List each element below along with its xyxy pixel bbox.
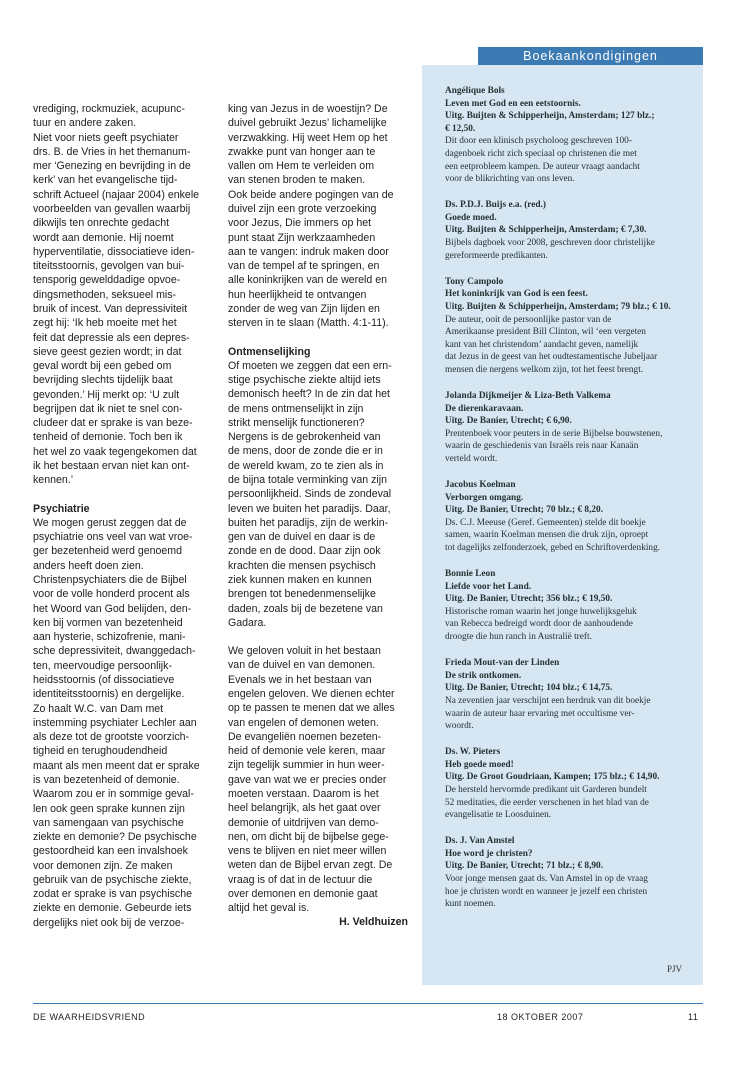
announcement-item [445,568,707,644]
book-title: Leven met God en een eetstoornis. [445,98,581,109]
book-description: De auteur, ooit de persoonlijke pastor van de Amerikaanse president Bill Clinton, wil ‘een vergeten kant van het christendom’ aandacht geven, namelijk dat Jezus in de geest van het oudtestamentische Jubeljaar mensen die nergens welkom zijn, tot het feest brengt. [445,314,658,375]
book-publisher: Uitg. De Banier, Utrecht; € 6,90. [445,416,572,427]
section-heading: Ontmenselijking [228,345,311,358]
book-title: De dierenkaravaan. [445,403,524,414]
book-title: Liefde voor het Land. [445,581,532,592]
book-description: Na zeventien jaar verschijnt een herdruk van dit boekje waarin de auteur haar ervaring met occultisme ver- woordt. [445,695,651,732]
book-publisher: Uitg. Buijten & Schipperheijn, Amsterdam; € 7,30. [445,225,647,236]
announcement-item [445,657,707,733]
book-description: Ds. C.J. Meeuse (Geref. Gemeenten) stelde dit boekje samen, waarin Koelman mensen die druk zijn, oproept tot dagelijks zelfonderzoek, gebed en Schriftoverdenking. [445,517,661,553]
book-publisher: Uitg. De Banier, Utrecht; 356 blz.; € 19,50. [445,594,613,605]
book-description: Historische roman waarin het jonge huwelijksgeluk van Rebecca bedreigd wordt door de aanhoudende droogte die hun ranch in Australië treft. [445,606,637,643]
announcement-item [445,746,707,822]
announcement-item [445,85,707,186]
announcement-item [445,479,707,555]
announcement-list [445,85,707,924]
announcement-item [445,835,707,911]
book-title: Verborgen omgang. [445,492,524,503]
section-heading: Psychiatrie [33,502,90,515]
footer-divider [33,1003,703,1004]
book-author: Bonnie Leon [445,569,496,580]
book-author: Jacobus Koelman [445,480,516,491]
article-column-left [33,102,213,930]
book-description: Voor jonge mensen gaat ds. Van Amstel in op de vraag hoe je christen wordt en wanneer je jezelf een christen kunt noemen. [445,874,648,910]
page-number: 11 [688,1012,699,1022]
paragraph: vrediging, rockmuziek, acupunc- tuur en andere zaken. Niet voor niets geeft psychiater drs. B. de Vries in het themanum- mer ‘Genezing en bevrijding in de kerk’ van het evangelische tijd- schrift Actueel (najaar 2004) enkele voorbeelden van gevallen waarbij dikwijls ten onrechte gedacht wordt aan demonie. Hij noemt hyperventilatie, dissociatieve iden- titeitsstoornis, gevolgen van bui- tensporig gewelddadige opvoe- dingsmethoden, seksueel mis- bruik of incest. Van depressiviteit zegt hij: ‘Ik heb moeite met het feit dat depressie als een depres- sieve geest gezien wordt; in dat geval wordt bij een gebed om bevrijding slechts tijdelijk baat gevonden.’ Hij merkt op: ‘U zult begrijpen dat ik niet te snel con- cludeer dat er sprake is van beze- tenheid of demonie. Toch ben ik het wel zo vaak tegengekomen dat ik het bestaan ervan niet kan ont- kennen.’ [33,103,200,487]
book-description: Prentenboek voor peuters in de serie Bijbelse bouwstenen, waarin de geschiedenis van Israëls reis naar Kanaän verteld wordt. [445,428,663,464]
book-publisher: Uitg. De Banier, Utrecht; 70 blz.; € 8,20. [445,505,604,516]
book-title: De strik ontkomen. [445,670,522,681]
book-publisher: Uitg. Buijten & Schipperheijn, Amsterdam; 79 blz.; € 10. [445,301,671,312]
announcement-item [445,276,707,377]
book-author: Ds. J. Van Amstel [445,836,515,847]
book-title: Hoe word je christen? [445,848,533,859]
book-title: Het koninkrijk van God is een feest. [445,289,588,300]
book-description: De hersteld hervormde predikant uit Garderen bundelt 52 meditaties, die eerder verschenen in het blad van de evangelisatie te Loosduinen. [445,785,649,821]
paragraph: king van Jezus in de woestijn? De duivel gebruikt Jezus’ lichamelijke verzwakking. Hij weet Hem op het zwakke punt van honger aan te vallen om Hem te verleiden om van stenen broden te maken. Ook beide andere pogingen van de duivel zijn een grote verzoeking voor Jezus, Die immers op het punt staat Zijn werkzaamheden aan te vangen: indruk maken door van de tempel af te springen, en alle koninkrijken van de wereld en hun heerlijkheid te ontvangen zonder de weg van Zijn lijden en sterven in te slaan (Matth. 4:1-11). [228,103,394,330]
book-publisher: Uitg. De Groot Goudriaan, Kampen; 175 blz.; € 14,90. [445,772,660,783]
paragraph: Of moeten we zeggen dat een ern- stige psychische ziekte altijd iets demonisch heeft? In de zin dat het de mens ontmenselijkt in zijn strikt menselijk functioneren? Nergens is de gebrokenheid van de mens, door de zonde die er in de wereld kwam, zo te zien als in de bijna totale verminking van zijn persoonlijkheid. Sinds de zondeval leven we buiten het paradijs. Daar, buiten het paradijs, zijn de werkin- gen van de duivel en daar is de zonde en de dood. Daar zijn ook krachten die mensen psychisch ziek kunnen maken en kunnen brengen tot benedenmenselijke daden, zoals bij de bezetene van Gadara. [228,359,392,629]
article-author: H. Veldhuizen [339,916,408,929]
book-author: Ds. W. Pieters [445,747,501,758]
announcement-item [445,390,707,466]
paragraph: We geloven voluit in het bestaan van de duivel en van demonen. Evenals we in het bestaan van engelen geloven. We dienen echter op te passen te menen dat we alles van engelen of demonen weten. De evangeliën noemen bezeten- heid of demonie vele keren, maar zijn tegelijk summier in hun weer- gave van wat we er precies onder moeten verstaan. Daarom is het heel belangrijk, als het gaat over demonie of uitdrijven van demo- nen, om dicht bij de bijbelse gege- vens te blijven en niet meer willen weten dan de Bijbel ervan zegt. De vraag is of dat in de lectuur die over demonen en demonie gaat altijd het geval is. [228,645,395,915]
paragraph: We mogen gerust zeggen dat de psychiatrie ons veel van wat vroe- ger bezetenheid werd genoemd anders heeft doen zien. Christenpsychiaters die de Bijbel voor de volle honderd procent als het Woord van God belijden, den- ken bij vormen van bezetenheid aan hysterie, schizofrenie, mani- sche depressiviteit, dwanggedach- ten, meervoudige persoonlijk- heidsstoornis (of dissociatieve identiteitsstoornis) en dergelijke. Zo haalt W.C. van Dam met instemming psychiater Lechler aan als deze tot de grootste voorzich- tigheid en terughoudendheid maant als men meent dat er sprake is van bezetenheid of demonie. Waarom zou er in sommige geval- len ook geen sprake kunnen zijn van samengaan van psychische ziekte en demonie? De psychische gestoordheid kan een invalshoek voor demonen zijn. Ze maken gebruik van de psychische ziekte, zodat er sprake is van psychische ziekte en demonie. Gebeurde iets dergelijks niet ook bij de verzoe- [33,516,200,929]
book-author: Jolanda Dijkmeijer & Liza-Beth Valkema [445,390,611,401]
book-publisher: Uitg. De Banier, Utrecht; 104 blz.; € 14,75. [445,683,613,694]
book-author: Frieda Mout-van der Linden [445,658,560,669]
footer-publication: DE WAARHEIDSVRIEND [33,1012,146,1022]
book-author: Ds. P.D.J. Buijs e.a. (red.) [445,200,546,211]
article-column-middle [228,102,408,930]
book-title: Goede moed. [445,212,497,223]
sidebar-header: Boekaankondigingen [478,47,703,65]
footer-date: 18 OKTOBER 2007 [497,1012,584,1022]
book-publisher: Uitg. De Banier, Utrecht; 71 blz.; € 8,90. [445,861,604,872]
book-description: Bijbels dagboek voor 2008, geschreven door christelijke gereformeerde predikanten. [445,238,655,261]
editor-initials: PJV [667,964,683,974]
book-description: Dit door een klinisch psycholoog geschreven 100- dagenboek richt zich speciaal op christenen die met een eetprobleem kampen. De auteur vraagt aandacht voor de blikrichting van ons leven. [445,136,640,185]
book-publisher: Uitg. Buijten & Schipperheijn, Amsterdam; 127 blz.; € 12,50. [445,111,655,134]
book-author: Tony Campolo [445,276,504,287]
announcement-item [445,199,707,262]
book-author: Angélique Bols [445,86,505,96]
book-title: Heb goede moed! [445,759,514,770]
